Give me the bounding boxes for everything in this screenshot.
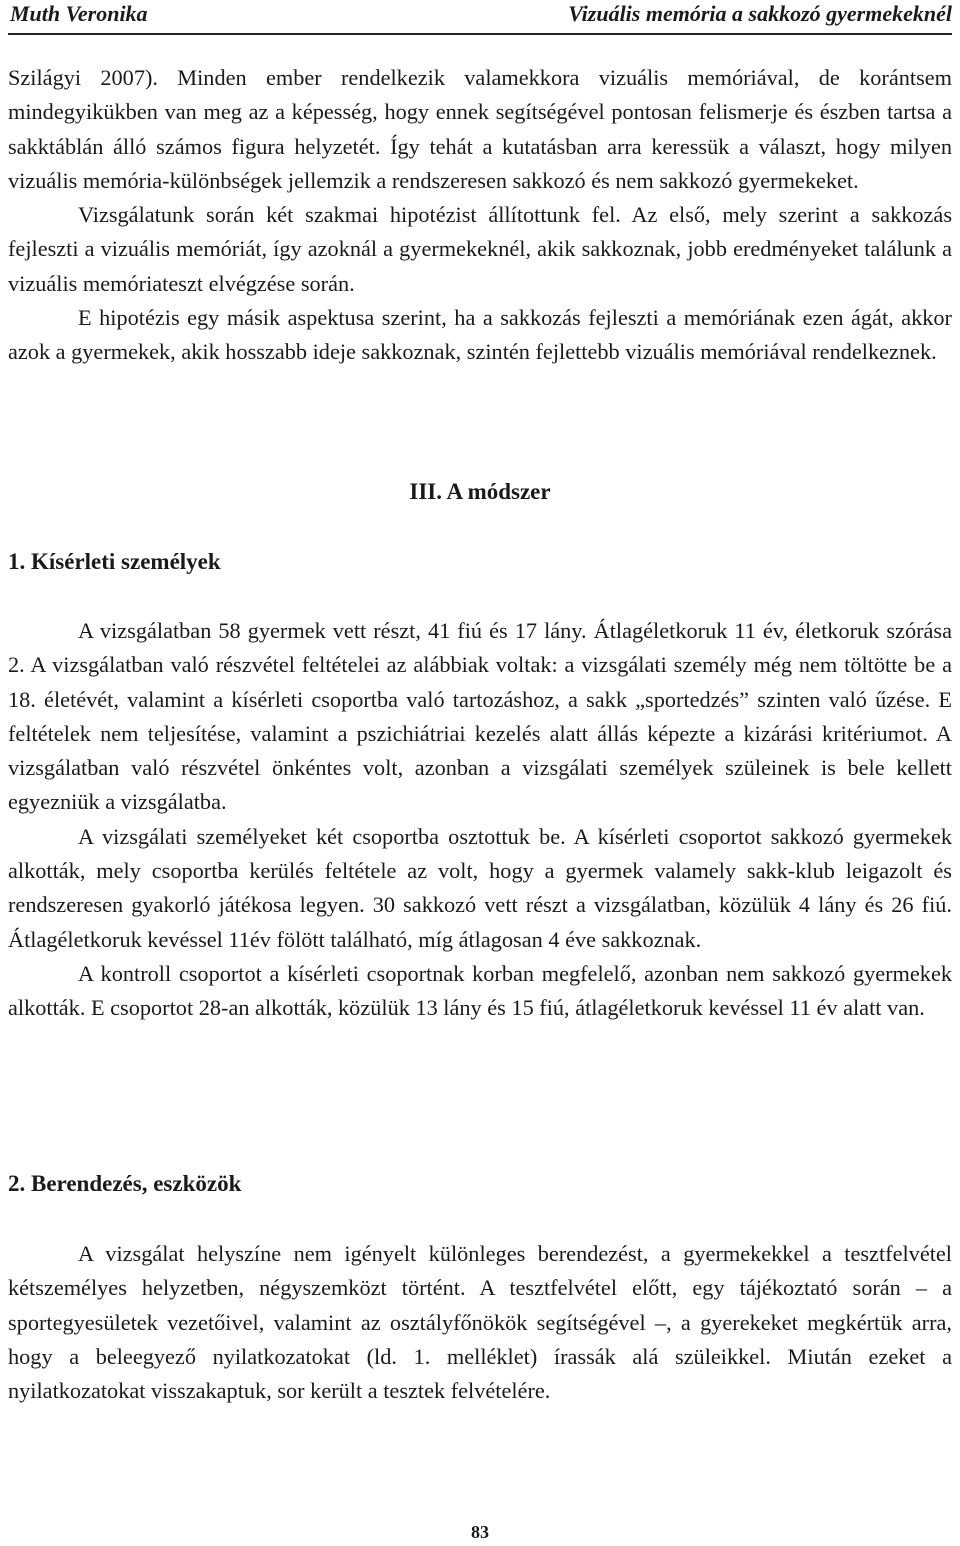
subjects-paragraph-1: A vizsgálatban 58 gyermek vett részt, 41 fiú és 17 lány. Átlagéletkoruk 11 év, életkoruk szórása 2. A vizsgálatban való részvétel feltételei az alábbiak voltak: a vizsgálati személy még nem töltötte be a 18. életévét, valamint a kísérleti csoportba való tartozáshoz, a sakk „sportedzés” szinten való űzése. E feltételek nem teljesítése, valamint a pszichiátriai kezelés alatt állás képezte a kizárási kritériumot. A vizsgálatban való részvétel önkéntes volt, azonban a vizsgálati személyek szüleinek is bele kellett egyezniük a vizsgálatba. [8,618,952,815]
subjects-block [8,614,952,1026]
header-author: Muth Veronika [10,1,148,26]
intro-paragraph-1: Szilágyi 2007). Minden ember rendelkezik valamekkora vizuális memóriával, de korántsem mindegyikükben van meg az a képesség, hogy ennek segítségével pontosan felismerje és észben tartsa a sakktáblán álló számos figura helyzetét. Így tehát a kutatásban arra keressük a választ, hogy milyen vizuális memória-különbségek jellemzik a rendszeresen sakkozó és nem sakkozó gyermekeket. [8,65,952,193]
subsection-heading-equipment: 2. Berendezés, eszközök [8,1171,242,1196]
intro-block [8,61,952,370]
intro-paragraph-3: E hipotézis egy másik aspektusa szerint, ha a sakkozás fejleszti a memóriának ezen ágát, akkor azok a gyermekek, akik hosszabb ideje sakkoznak, szintén fejlettebb vizuális memóriával rendelkeznek. [8,305,952,365]
equipment-block [8,1237,952,1408]
subsection-heading-subjects: 1. Kísérleti személyek [8,549,221,574]
section-heading-method: III. A módszer [409,479,551,504]
equipment-paragraph-1: A vizsgálat helyszíne nem igényelt különleges berendezést, a gyermekekkel a tesztfelvétel kétszemélyes helyzetben, négyszemközt történt. A tesztfelvétel előtt, egy tájékoztató során – a sportegyesületek vezetőivel, valamint az osztályfőnökök segítségével –, a gyerekeket megkértük arra, hogy a beleegyező nyilatkozatokat (ld. 1. melléklet) írassák alá szüleikkel. Miután ezeket a nyilatkozatokat visszakaptuk, sor került a tesztek felvételére. [8,1241,952,1404]
page-number: 83 [471,1522,489,1542]
header-title: Vizuális memória a sakkozó gyermekeknél [568,1,952,26]
subjects-paragraph-2: A vizsgálati személyeket két csoportba osztottuk be. A kísérleti csoportot sakkozó gyermekek alkották, mely csoportba kerülés feltétele az volt, hogy a gyermek valamely sakk-klub leigazolt és rendszeresen gyakorló játékosa legyen. 30 sakkozó vett részt a vizsgálatban, közülük 4 lány és 26 fiú. Átlagéletkoruk kevéssel 11év fölött található, míg átlagosan 4 éve sakkoznak. [8,823,952,952]
subjects-paragraph-3: A kontroll csoportot a kísérleti csoportnak korban megfelelő, azonban nem sakkozó gyermekek alkották. E csoportot 28-an alkották, közülük 13 lány és 15 fiú, átlagéletkoruk kevéssel 11 év alatt van. [8,960,952,1021]
running-header [8,0,952,34]
document-page [8,0,952,1546]
header-rule [8,33,952,35]
intro-paragraph-2: Vizsgálatunk során két szakmai hipotézist állítottunk fel. Az első, mely szerint a sakkozás fejleszti a vizuális memóriát, így azoknál a gyermekeknél, akik sakkoznak, jobb eredményeket találunk a vizuális memóriateszt elvégzése során. [8,202,952,296]
